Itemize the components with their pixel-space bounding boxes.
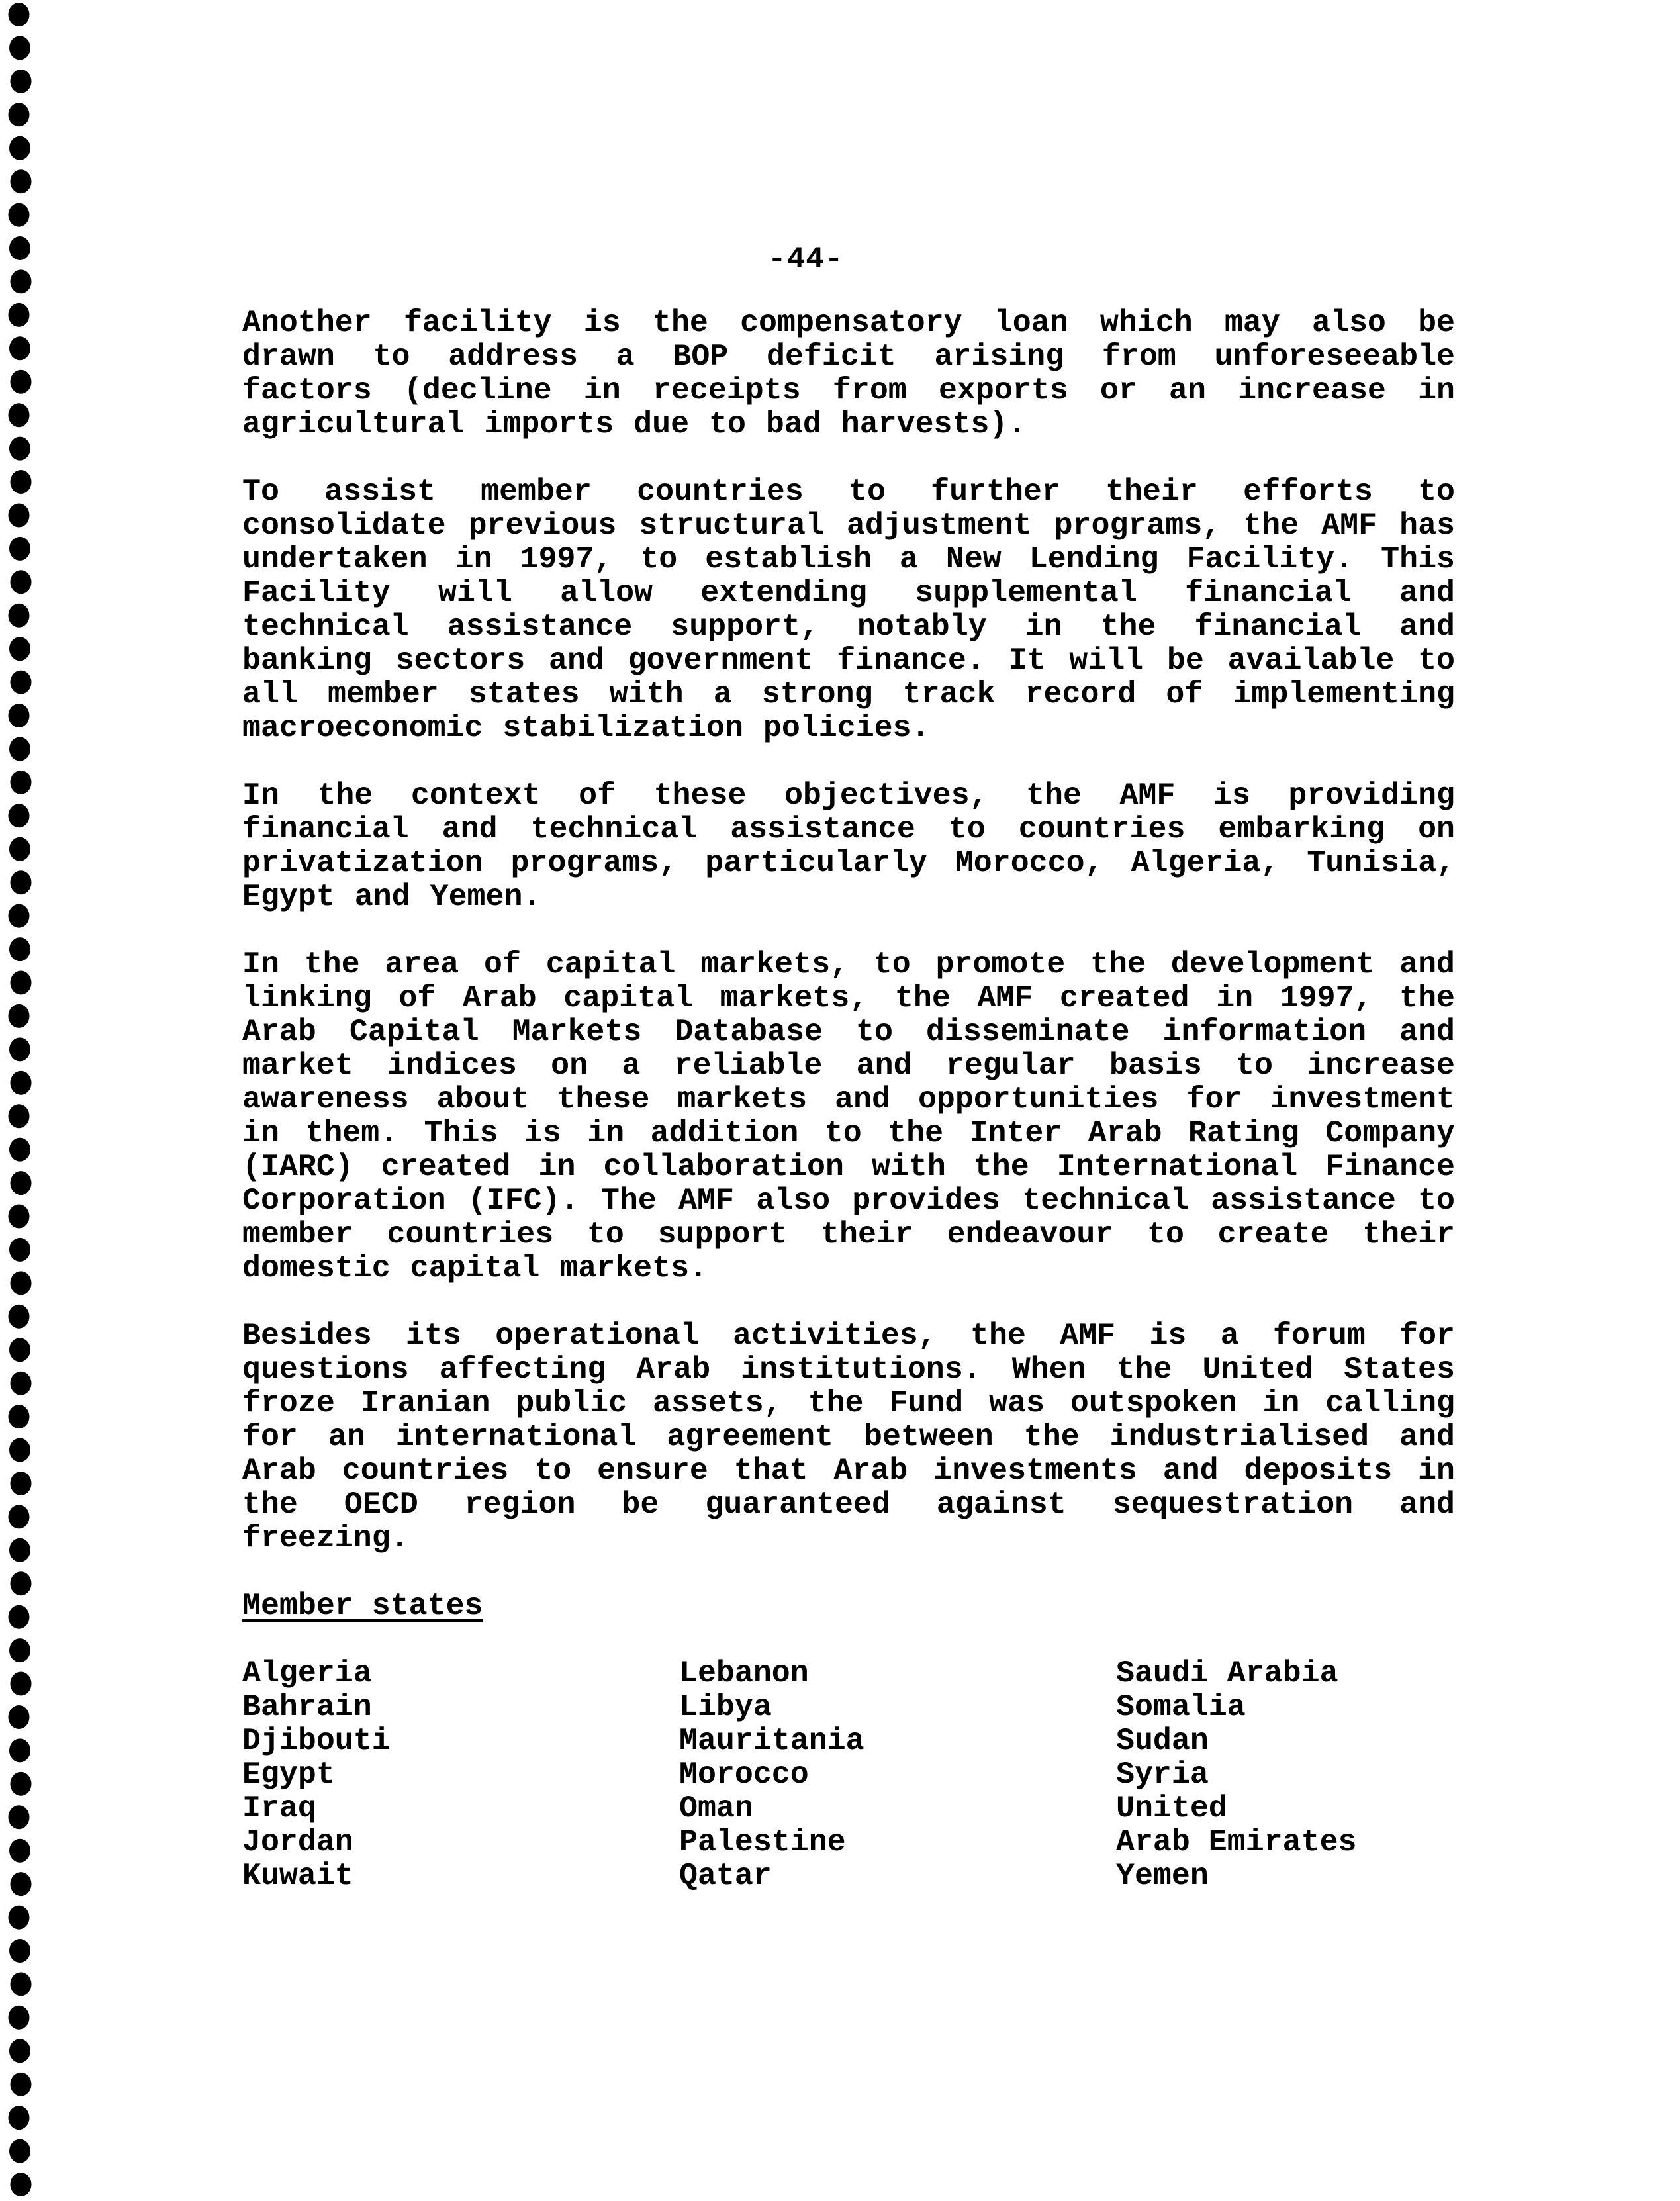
punch-hole (9, 1338, 30, 1362)
punch-hole (11, 1071, 32, 1095)
punch-hole (11, 470, 32, 494)
punch-hole (9, 904, 30, 928)
member-state: Palestine (679, 1824, 846, 1859)
punch-hole (11, 1571, 32, 1595)
punch-hole (11, 2173, 32, 2196)
member-state: United (1116, 1791, 1227, 1826)
punch-hole (11, 269, 32, 293)
punch-hole (9, 1805, 30, 1829)
punch-hole (9, 1405, 30, 1428)
member-state: Oman (679, 1791, 753, 1826)
member-state: Libya (679, 1689, 772, 1724)
punch-hole (9, 3, 30, 26)
punch-hole (9, 236, 30, 260)
punch-hole (9, 1138, 30, 1162)
punch-hole (9, 1305, 30, 1329)
punch-hole (9, 1705, 30, 1729)
punch-hole (9, 1505, 30, 1528)
punch-hole (11, 671, 32, 694)
punch-hole (9, 704, 30, 727)
member-state: Kuwait (242, 1858, 353, 1893)
member-state: Jordan (242, 1824, 353, 1859)
member-state: Morocco (679, 1757, 809, 1792)
punch-hole (11, 2073, 32, 2096)
page-number: -44- (768, 242, 844, 277)
punch-hole (9, 837, 30, 861)
punch-hole (9, 1738, 30, 1762)
punch-hole (9, 336, 30, 360)
punch-hole (11, 570, 32, 594)
punch-hole (11, 1972, 32, 1996)
member-states-list (242, 1656, 1455, 1893)
punch-hole (11, 1872, 32, 1896)
member-state: Somalia (1116, 1689, 1246, 1724)
punch-hole (9, 403, 30, 427)
paragraph-forum: Besides its operational activities, the AMF is a forum for questions affecting Arab institutions. When the United States froze Iranian public assets, the Fund was outspoken in calling for an international agreement between the industrialised and Arab countries to ensure that Arab investments and deposits in the OECD region be guaranteed against sequestration and freezing. (242, 1318, 1455, 1556)
paragraph-compensatory-loan: Another facility is the compensatory loan which may also be drawn to address a BOP deficit arising from unforeseeable factors (decline in receipts from exports or an increase in agricultural imports due to bad harvests). (242, 305, 1455, 442)
punch-hole (11, 1171, 32, 1195)
punch-hole (9, 136, 30, 160)
punch-hole (11, 1672, 32, 1696)
punch-hole (9, 36, 30, 60)
punch-hole (9, 1004, 30, 1028)
punch-hole (9, 1939, 30, 1963)
member-state: Lebanon (679, 1656, 809, 1691)
punch-hole (9, 1605, 30, 1629)
punch-hole (9, 437, 30, 461)
member-state: Algeria (242, 1656, 372, 1691)
member-state: Egypt (242, 1757, 335, 1792)
punch-hole (11, 1372, 32, 1395)
member-states-heading: Member states (242, 1588, 483, 1623)
punch-hole (9, 103, 30, 126)
punch-hole (9, 2039, 30, 2063)
punch-hole (9, 637, 30, 661)
punch-hole (9, 1839, 30, 1863)
punch-hole (9, 537, 30, 561)
page-body (242, 306, 1455, 1893)
punch-hole (9, 737, 30, 761)
punch-hole (9, 1238, 30, 1262)
paragraph-new-lending-facility: To assist member countries to further their efforts to consolidate previous structural adjustment programs, the AMF has undertaken in 1997, to establish a New Lending Facility. This Facility will allow extending supplemental financial and technical assistance support, notably in the financial and banking sectors and government finance. It will be available to all member states with a strong track record of implementing macroeconomic stabilization policies. (242, 474, 1455, 745)
punch-hole (9, 1538, 30, 1562)
member-state: Yemen (1116, 1858, 1209, 1893)
member-states-column-3 (1116, 1656, 1455, 1893)
punch-hole (11, 370, 32, 394)
punch-hole (9, 1438, 30, 1462)
member-state: Saudi Arabia (1116, 1656, 1338, 1691)
paragraph-capital-markets: In the area of capital markets, to promote the development and linking of Arab capital markets, the AMF created in 1997, the Arab Capital Markets Database to disseminate information and market indices on a reliable and regular basis to increase awareness about these markets and opportunities for investment in them. This is in addition to the Inter Arab Rating Company (IARC) created in collaboration with the International Finance Corporation (IFC). The AMF also provides technical assistance to member countries to support their endeavour to create their domestic capital markets. (242, 947, 1455, 1286)
punch-holes (0, 0, 40, 2201)
paragraph-privatization: In the context of these objectives, the AMF is providing financial and technical assistance to countries embarking on privatization programs, particularly Morocco, Algeria, Tunisia, Egypt and Yemen. (242, 778, 1455, 914)
member-states-column-2 (679, 1656, 1116, 1893)
punch-hole (11, 971, 32, 995)
punch-hole (11, 771, 32, 794)
member-state: Iraq (242, 1791, 316, 1826)
punch-hole (9, 1638, 30, 1662)
punch-hole (11, 70, 32, 93)
member-state: Mauritania (679, 1723, 864, 1758)
punch-hole (11, 1271, 32, 1295)
punch-hole (9, 1906, 30, 1930)
punch-hole (9, 504, 30, 528)
punch-hole (11, 870, 32, 894)
member-states-column-1 (242, 1656, 679, 1893)
punch-hole (9, 804, 30, 827)
punch-hole (9, 1205, 30, 1229)
punch-hole (11, 1472, 32, 1495)
member-state: Djibouti (242, 1723, 391, 1758)
member-state: Syria (1116, 1757, 1209, 1792)
member-state: Arab Emirates (1116, 1824, 1357, 1859)
punch-hole (11, 1772, 32, 1796)
punch-hole (9, 604, 30, 628)
punch-hole (9, 303, 30, 327)
punch-hole (9, 1104, 30, 1128)
punch-hole (9, 2139, 30, 2163)
member-state: Bahrain (242, 1689, 372, 1724)
punch-hole (9, 937, 30, 961)
punch-hole (9, 203, 30, 227)
punch-hole (9, 2006, 30, 2030)
punch-hole (9, 1037, 30, 1061)
punch-hole (11, 169, 32, 193)
member-state: Qatar (679, 1858, 772, 1893)
punch-hole (9, 2106, 30, 2130)
member-state: Sudan (1116, 1723, 1209, 1758)
